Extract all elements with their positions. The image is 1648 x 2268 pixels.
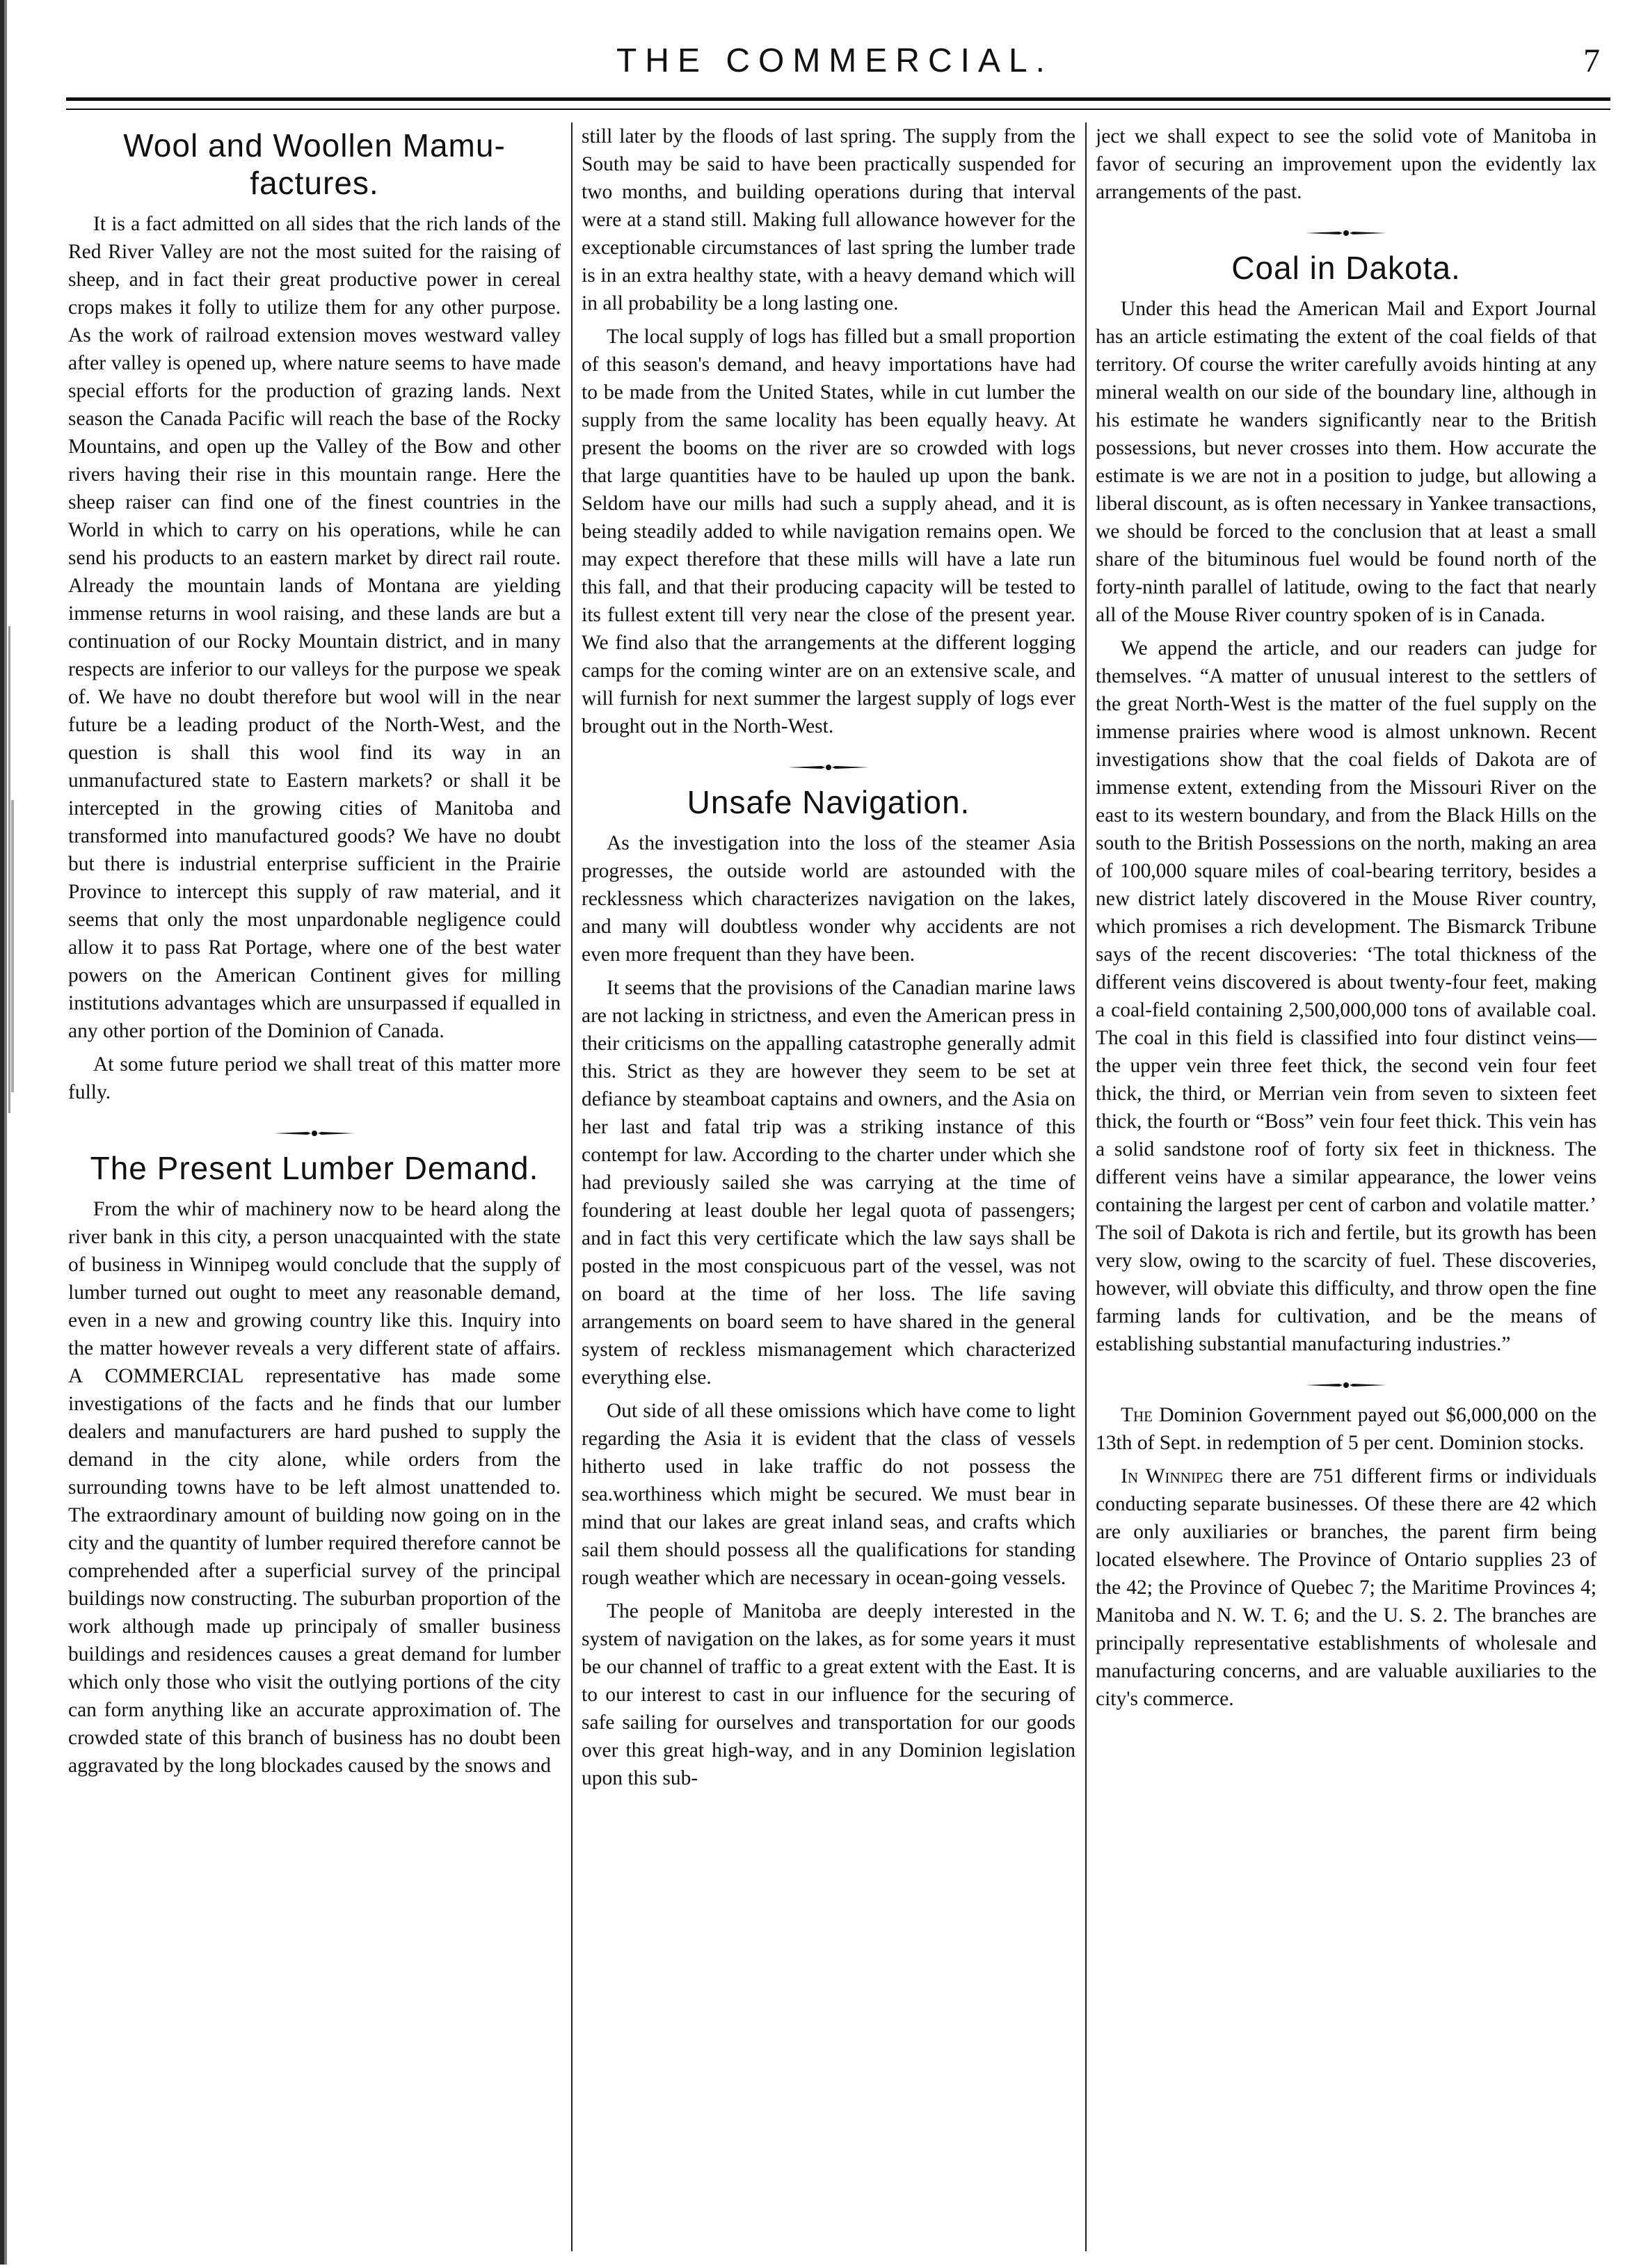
note-text: Dominion Government payed out $6,000,000 on the 13th of Sept. in redemption of 5 per cent. Dominion stocks. [1096, 1404, 1597, 1454]
news-note [1096, 1401, 1597, 1457]
article-paragraph: We append the article, and our readers can judge for themselves. “A matter of unusual interest to the settlers of the great North-West is the matter of the fuel supply on the immense prairies where wood is almost unknown. Recent investigations show that the coal fields of Dakota are of immense extent, extending from the Missouri River on the east to its western boundary, and from the Black Hills on the south to the British Possessions on the north, making an area of 100,000 square miles of coal-bearing territory, besides a new district lately discovered in the Mouse River country, which promises a rich development. The Bismarck Tribune says of the recent discoveries: ‘The total thickness of the different veins discovered is about twenty-four feet, making a coal-field containing 2,500,000,000 tons of available coal. The coal in this field is classified into four distinct veins—the upper vein three feet thick, the second vein four feet thick, the third, or Merrian vein from seven to sixteen feet thick, the fourth or “Boss” vein four feet thick. This vein has a solid sandstone roof of forty six feet in thickness. The different veins have a similar appearance, the lower veins containing the largest per cent of carbon and volatile matter.’ The soil of Dakota is rich and fertile, but its growth has been very slow, owing to the scarcity of fuel. These discoveries, however, will obviate this difficulty, and throw open the fine farming lands for cultivation, and be the means of establishing substantial manufacturing industries.” [1096, 637, 1597, 1355]
column-3 [1096, 122, 1597, 2244]
column-1 [68, 122, 561, 2244]
divider-ornament-graphic [273, 1126, 356, 1140]
divider-ornament-graphic [787, 760, 870, 774]
page-number: 7 [1583, 42, 1600, 79]
section-divider-ornament [582, 754, 1075, 768]
section-divider-ornament [68, 1120, 561, 1134]
article-paragraph: Under this head the American Mail and Export Journal has an article estimating the extent of the coal fields of that territory. Of course the writer carefully avoids hinting at any mineral wealth on our side of the boundary line, although in his estimate he wanders significantly near to the British possessions, but never crosses into them. How accurate the estimate is we are not in a position to judge, but allowing a liberal discount, as is often necessary in Yankee transactions, we should be forced to the conclusion that at least a small share of the bituminous fuel would be found north of the forty-ninth parallel of latitude, owing to the fact that nearly all of the Mouse River country spoken of is in Canada. [1096, 298, 1597, 626]
article-lumber [68, 1149, 561, 1780]
divider-ornament-graphic [1304, 226, 1388, 240]
publication-name-smallcaps: COMMERCIAL [104, 1365, 244, 1387]
article-coal [1096, 249, 1597, 1358]
article-headline: Coal in Dakota. [1231, 250, 1461, 286]
article-paragraph-continued: still later by the floods of last spring. The supply from the South may be said to have been practically suspended for two months, and building operations during that interval were at a stand still. Making full allowance however for the exceptionable circumstances of last spring the lumber trade is in an extra healthy state, with a heavy demand which will in all probability be a long lasting one. [582, 125, 1075, 314]
article-paragraph: Out side of all these omissions which have come to light regarding the Asia it is evident that the class of vessels hitherto used in lake traffic do not possess the sea.worthiness which might be secured. We must bear in mind that our lakes are great inland seas, and crafts which sail them should possess all the qualifications for standing rough weather which are necessary in ocean-going vessels. [582, 1400, 1075, 1589]
note-lead-smallcaps: In Winnipeg [1121, 1465, 1224, 1487]
article-paragraph-continued: ject we shall expect to see the solid vote of Manitoba in favor of securing an improvement upon the evidently lax arrangements of the past. [1096, 125, 1597, 203]
header-rule-thin [66, 109, 1610, 110]
paragraph-text: From the whir of machinery now to be heard along the river bank in this city, a person unacquainted with the state of business in Winnipeg would conclude that the supply of lumber turned out ought to meet any reasonable demand, even in a new and growing country like this. Inquiry into the matter however reveals a very different state of affairs. A [68, 1198, 561, 1387]
note-lead-smallcaps: The [1121, 1404, 1153, 1426]
section-divider-ornament [1096, 1372, 1597, 1386]
article-paragraph: It is a fact admitted on all sides that the rich lands of the Red River Valley are not the most suited for the raising of sheep, and in fact their great productive power in cereal crops makes it folly to utilize them for any other purpose. As the work of railroad extension moves westward valley after valley is opened up, where nature seems to have made special efforts for the production of grazing lands. Next season the Canada Pacific will reach the base of the Rocky Mountains, and open up the Valley of the Bow and other rivers having their rise in this mountain range. Here the sheep raiser can find one of the finest countries in the World in which to carry on his operations, while he can send his products to an eastern market by direct rail route. Already the mountain lands of Montana are yielding immense returns in wool raising, and these lands are but a continuation of our Rocky Mountain district, and in many respects are inferior to our valleys for the purpose we speak of. We have no doubt therefore but wool will in the near future be a leading product of the North-West, and the question is shall this wool find its way in an unmanufactured state to Eastern markets? or shall it be intercepted in the growing cities of Manitoba and transformed into manufactured goods? We have no doubt but there is industrial enterprise sufficient in the Prairie Province to intercept this supply of raw material, and it seems that only the most unpardonable negligence could allow it to pass Rat Portage, where one of the best water powers on the American Continent gives for milling institutions advantages which are unsurpassed if equalled in any other portion of the Dominion of Canada. [68, 213, 561, 1042]
news-notes [1096, 1401, 1597, 1713]
page-header [56, 42, 1614, 83]
header-rule-thick [66, 97, 1610, 101]
edge-speckle-graphic [0, 0, 24, 2265]
page-edge-scan-shadow [0, 0, 24, 2265]
article-wool [68, 127, 561, 1106]
article-paragraph: The people of Manitoba are deeply interested in the system of navigation on the lakes, as for some years it must be our channel of traffic to a great extent with the East. It is to our interest to cast in our influence for the securing of safe sailing for ourselves and transportation for our goods over this great high-way, and in any Dominion legislation upon this sub- [582, 1600, 1075, 1789]
paragraph-text: representative has made some investigations of the facts and he finds that our lumber dealers and manufacturers are hard pushed to supply the demand in the city alone, while orders from the surrounding towns have to be left almost unattended to. The extraordinary amount of building now going on in the city and the quantity of lumber required therefore cannot be comprehended after a superficial survey of the principal buildings now constructing. The suburban proportion of the work although made up principaly of smaller business buildings and residences causes a great demand for lumber which only those who visit the outlying portions of the city can form anything like an accurate approximation of. The crowded state of this branch of business has no doubt been aggravated by the long blockades caused by the snows and [68, 1365, 561, 1777]
article-headline: Wool and Woollen Mamu-factures. [123, 127, 506, 201]
article-headline: The Present Lumber Demand. [90, 1150, 539, 1186]
article-paragraph: At some future period we shall treat of this matter more fully. [68, 1053, 561, 1103]
article-paragraph [68, 1195, 561, 1780]
article-paragraph: The local supply of logs has filled but a small proportion of this season's demand, and heavy importations have had to be made from the United States, while in cut lumber the supply from the same locality has been equally heavy. At present the booms on the river are so crowded with logs that large quantities have to be hauled up upon the bank. Seldom have our mills had such a supply ahead, and it is being steadily added to while navigation remains open. We may expect therefore that these mills will have a late run this fall, and that their producing capacity will be tested to its fullest extent till very near the close of the present year. We find also that the arrangements at the different logging camps for the coming winter are on an extensive scale, and will furnish for next summer the largest supply of logs ever brought out in the North-West. [582, 326, 1075, 737]
column-divider-1 [571, 122, 573, 2251]
news-note [1096, 1462, 1597, 1713]
note-text: there are 751 different firms or individuals conducting separate businesses. Of these there are 42 which are only auxiliaries or branches, the parent firm being located elsewhere. The Province of Ontario supplies 23 of the 42; the Province of Quebec 7; the Maritime Provinces 4; Manitoba and N. W. T. 6; and the U. S. 2. The branches are principally representative establishments of wholesale and manufacturing concerns, and are valuable auxiliaries to the city's commerce. [1096, 1465, 1597, 1710]
divider-ornament-graphic [1304, 1378, 1388, 1392]
article-headline: Unsafe Navigation. [687, 784, 970, 820]
column-divider-2 [1085, 122, 1087, 2251]
article-paragraph: It seems that the provisions of the Canadian marine laws are not lacking in strictness, and even the American press in their criticisms on the appalling catastrophe generally admit this. Strict as they are however they seem to be set at defiance by steamboat captains and owners, and the Asia on her last and fatal trip was a striking instance of this contempt for law. According to the charter under which she had previously sailed she was carrying at the time of foundering at least double her legal quota of passengers; and in fact this very certificate which the law says shall be posted in the most conspicuous part of the vessel, was not on board at the time of her loss. The life saving arrangements on board seem to have shared in the general system of reckless mismanagement which characterized everything else. [582, 977, 1075, 1389]
column-2 [582, 122, 1075, 2244]
article-navigation [582, 783, 1075, 1792]
section-divider-ornament [1096, 220, 1597, 234]
article-paragraph: As the investigation into the loss of the steamer Asia progresses, the outside world are astounded with the recklessness which characterizes navigation on the lakes, and many will doubtless wonder why accidents are not even more frequent than they have been. [582, 832, 1075, 966]
masthead: THE COMMERCIAL. [616, 42, 1054, 79]
